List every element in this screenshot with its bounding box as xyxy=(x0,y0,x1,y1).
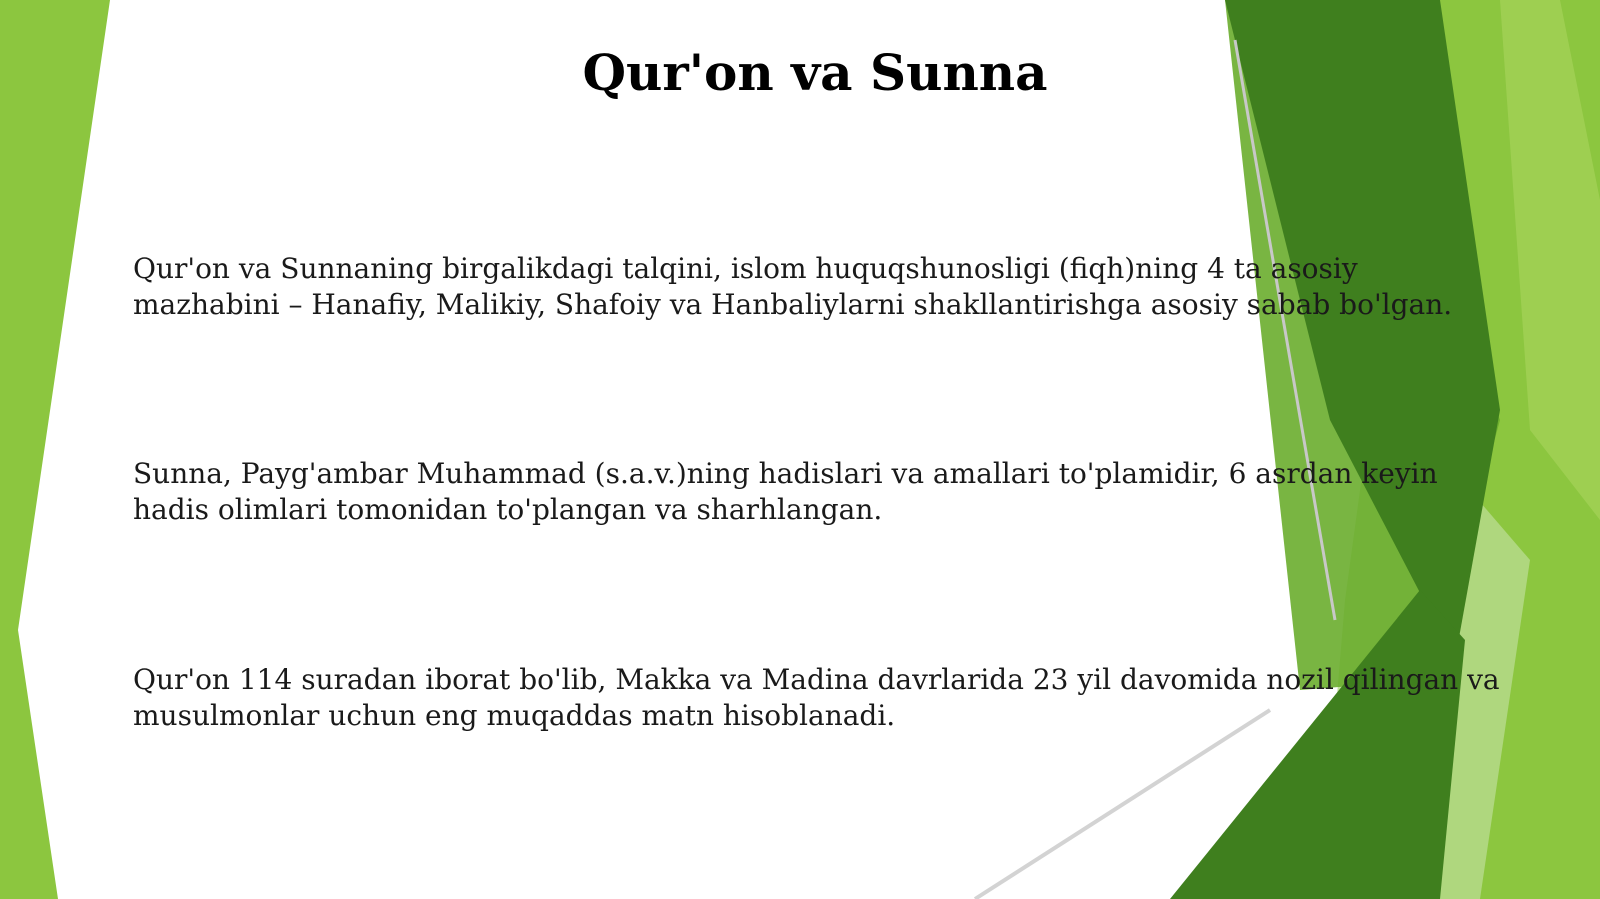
paragraph-sunna-hadith: Sunna, Payg'ambar Muhammad (s.a.v.)ning hadislari va amallari to'plamidir, 6 asrdan keyin hadis olimlari tomonidan to'plangan va sharhlangan. xyxy=(133,457,1438,526)
paragraph-fiqh-madhhabs: Qur'on va Sunnaning birgalikdagi talqini, islom huquqshunosligi (fiqh)ning 4 ta asosiy mazhabini – Hanafiy, Malikiy, Shafoiy va Hanbaliylarni shakllantirishga asosiy sabab bo'lgan. xyxy=(133,252,1453,321)
left-green-band xyxy=(0,0,110,899)
slide-title: Qur'on va Sunna xyxy=(582,43,1048,102)
paragraph-quran-surahs: Qur'on 114 suradan iborat bo'lib, Makka va Madina davrlarida 23 yil davomida nozil qilingan va musulmonlar uchun eng muqaddas matn hisoblanadi. xyxy=(133,663,1500,732)
